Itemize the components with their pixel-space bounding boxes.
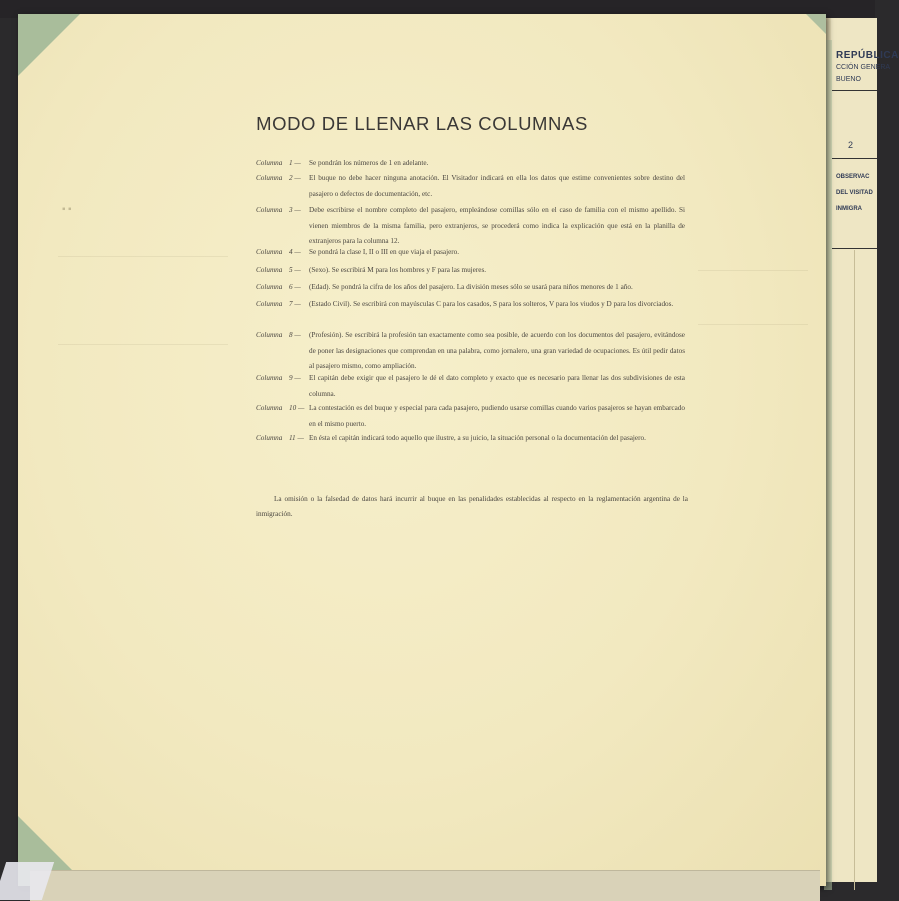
ink-mark: ▪ ▪	[62, 204, 72, 215]
facing-page-subheading: CCIÓN GENERA	[836, 64, 891, 71]
page-corner-protector	[806, 14, 826, 34]
instruction-row	[256, 171, 688, 203]
row-text: (Edad). Se pondrá la cifra de los años del pasajero. La división meses sólo se usará para niños menores de 1 año.	[309, 283, 633, 291]
row-label: Columna	[256, 374, 283, 382]
row-label: Columna	[256, 266, 283, 274]
instruction-row	[256, 401, 688, 433]
lower-page-edge	[30, 870, 820, 901]
instruction-row	[256, 297, 688, 329]
row-number: 8 —	[289, 331, 301, 339]
document-page	[18, 14, 826, 886]
facing-page-number: 2	[848, 140, 854, 150]
row-label: Columna	[256, 283, 283, 291]
row-number: 10 —	[289, 404, 305, 412]
row-number: 11 —	[289, 434, 304, 442]
facing-page-heading: REPÚBLICA	[836, 50, 899, 61]
instruction-row	[256, 371, 688, 403]
row-label: Columna	[256, 206, 283, 214]
row-text: (Sexo). Se escribirá M para los hombres y F para las mujeres.	[309, 266, 487, 274]
row-label: Columna	[256, 300, 283, 308]
show-through-line	[58, 344, 228, 345]
row-text: Debe escribirse el nombre completo del pasajero, empleándose comillas sólo en el caso de familia con el mismo apellido. Si vienen miembros de la misma familia, pero extranjeros, se procederá como indica la explicación que está en la planilla de extranjeros para la columna 12.	[309, 206, 685, 245]
instruction-row	[256, 431, 688, 463]
facing-page-column-header: OBSERVAC	[836, 174, 870, 180]
row-label: Columna	[256, 159, 283, 167]
row-text: El buque no debe hacer ninguna anotación. El Visitador indicará en ella los datos que estime convenientes sobre destino del pasajero o defectos de documentación, etc.	[309, 174, 685, 198]
row-number: 2 —	[289, 174, 301, 182]
row-number: 9 —	[289, 374, 301, 382]
row-label: Columna	[256, 331, 283, 339]
row-number: 3 —	[289, 206, 301, 214]
instruction-row	[256, 203, 688, 250]
page-corner-protector	[18, 14, 80, 76]
instruction-row	[256, 263, 688, 279]
page-title: MODO DE LLENAR LAS COLUMNAS	[256, 113, 588, 134]
facing-page	[822, 18, 899, 882]
row-text: En ésta el capitán indicará todo aquello que ilustre, a su juicio, la situación personal o la documentación del pasajero.	[309, 434, 646, 442]
facing-page-city: BUENO	[836, 76, 861, 83]
show-through-line	[698, 270, 808, 271]
row-text: Se pondrán los números de 1 en adelante.	[309, 159, 429, 167]
row-number: 5 —	[289, 266, 301, 274]
instruction-row	[256, 280, 688, 296]
instruction-row	[256, 245, 688, 261]
row-text: (Estado Civil). Se escribirá con mayúsculas C para los casados, S para los solteros, V para los viudos y D para los divorciados.	[309, 300, 674, 308]
row-number: 4 —	[289, 248, 301, 256]
row-text: El capitán debe exigir que el pasajero le dé el dato completo y exacto que es necesario para llenar las dos subdivisiones de esta columna.	[309, 374, 685, 398]
row-text: Se pondrá la clase I, II o III en que viaja el pasajero.	[309, 248, 460, 256]
row-label: Columna	[256, 434, 283, 442]
facing-page-column-line	[854, 250, 855, 890]
row-text: La contestación es del buque y especial para cada pasajero, pudiendo usarse comillas cuando varios pasajeros se hayan embarcado en el mismo puerto.	[309, 404, 685, 428]
row-label: Columna	[256, 248, 283, 256]
facing-page-rule	[832, 158, 877, 159]
row-label: Columna	[256, 174, 283, 182]
closing-note: La omisión o la falsedad de datos hará incurrir al buque en las penalidades establecidas al respecto en la reglamentación argentina de la inmigración.	[256, 495, 688, 518]
show-through-line	[58, 256, 228, 257]
row-number: 6 —	[289, 283, 301, 291]
row-label: Columna	[256, 404, 283, 412]
show-through-line	[698, 324, 808, 325]
facing-page-column-header: DEL VISITAD	[836, 190, 873, 196]
instruction-row	[256, 328, 688, 375]
row-number: 7 —	[289, 300, 301, 308]
row-number: 1 —	[289, 159, 301, 167]
facing-page-rule	[832, 248, 877, 249]
facing-page-rule	[832, 90, 877, 91]
facing-page-column-header: INMIGRA	[836, 206, 862, 212]
row-text: (Profesión). Se escribirá la profesión tan exactamente como sea posible, de acuerdo con los documentos del pasajero, evitándose de poner las designaciones que comprendan en una palabra, como jornalero, una gran variedad de ocupaciones. Es útil pedir datos al pasajero mismo, como ampliación.	[309, 331, 685, 370]
instruction-row	[256, 156, 688, 172]
